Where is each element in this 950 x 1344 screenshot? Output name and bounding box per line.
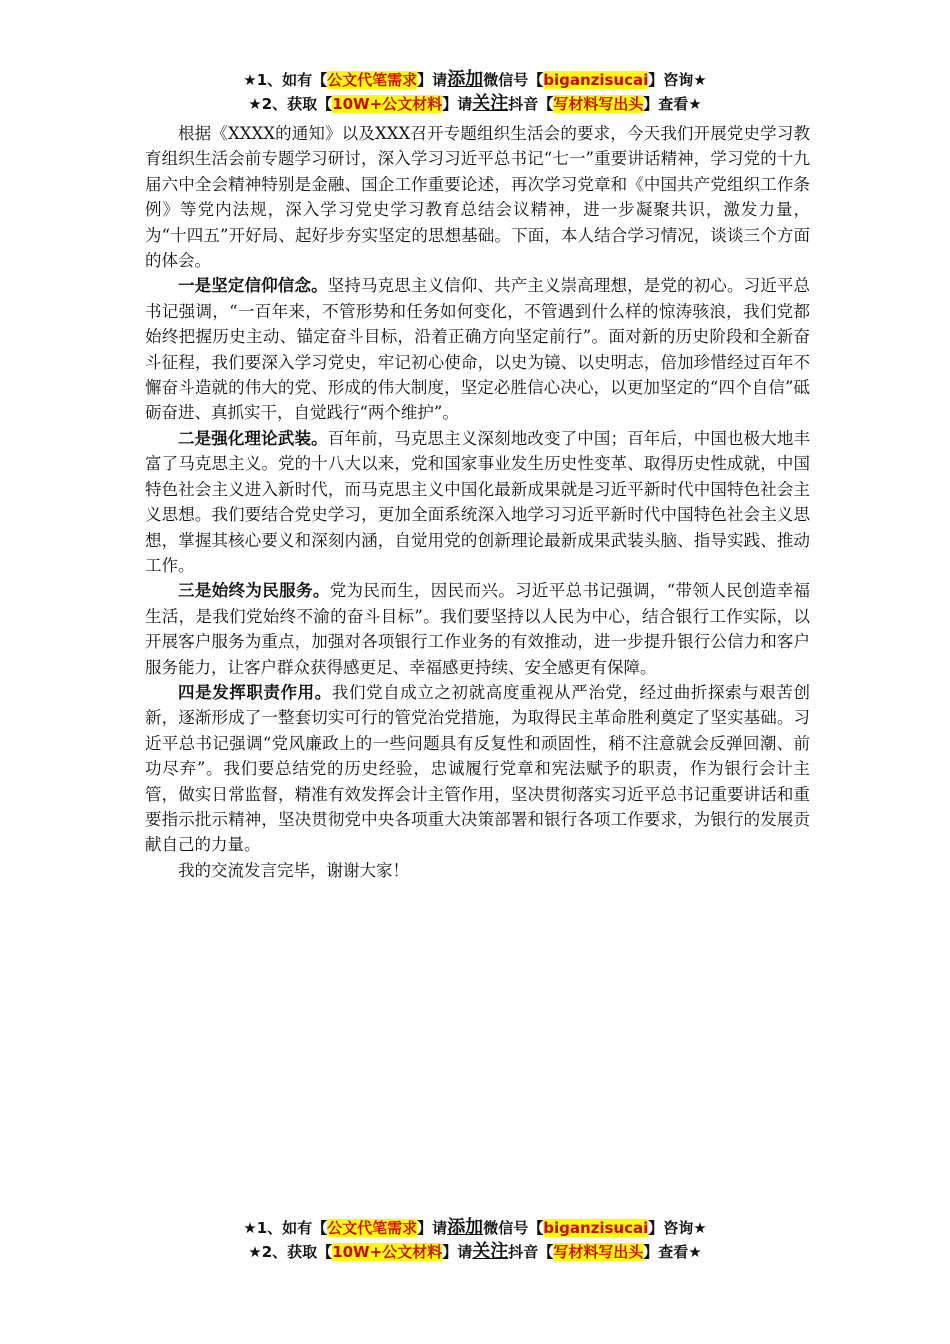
- section-paragraph: [145, 426, 810, 578]
- banner-line-2-highlight-douyin: 写材料写出头: [553, 95, 644, 113]
- banner-line-1-highlight-wechat: biganzisucai: [543, 1219, 649, 1237]
- section-text: 党为民而生，因民而兴。习近平总书记强调，“带领人民创造幸福生活，是我们党始终不渝的奋斗目标”。我们要坚持以人民为中心，结合银行工作实际，以开展客户服务为重点，加强对各项银行工作业务的有效推动，进一步提升银行公信力和客户服务能力，让客户群众获得感更足、幸福感更持续、安全感更有保障。: [145, 581, 811, 677]
- banner-line-2-middle-b: 抖音【: [508, 95, 554, 113]
- banner-line-2: [0, 1240, 950, 1264]
- section-paragraph: [145, 273, 810, 425]
- closing-paragraph: 我的交流发言完毕，谢谢大家！: [178, 860, 409, 880]
- banner-line-2-highlight-douyin: 写材料写出头: [553, 1243, 644, 1261]
- banner-line-1-emphasis: 添加: [447, 69, 484, 90]
- banner-line-2: [0, 92, 950, 116]
- banner-line-2-middle-a: 】请: [442, 1243, 473, 1261]
- section-paragraph: [145, 680, 810, 858]
- banner-line-1-middle-b: 微信号【: [483, 1219, 544, 1237]
- banner-line-2-middle-b: 抖音【: [508, 1243, 554, 1261]
- section-paragraph: [145, 578, 810, 680]
- section-text: 坚持马克思主义信仰、共产主义崇高理想，是党的初心。习近平总书记强调，“一百年来，不管形势和任务如何变化，不管遇到什么样的惊涛骇浪，我们党都始终把握历史主动、锚定奋斗目标，沿着正确方向坚定前行”。面对新的历史阶段和全新奋斗征程，我们要深入学习党史，牢记初心使命，以史为镜、以史明志，倍加珍惜经过百年不懈奋斗造就的伟大的党、形成的伟大制度，坚定必胜信心决心，以更加坚定的“四个自信”砥砺奋进、真抓实干，自觉践行“两个维护”。: [145, 276, 811, 423]
- banner-line-1-highlight-wechat: biganzisucai: [543, 71, 649, 89]
- document-body: [145, 121, 810, 883]
- banner-line-2-emphasis: 关注: [472, 1241, 509, 1262]
- section-heading: 二是强化理论武装。: [178, 428, 328, 448]
- banner-line-1-middle-a: 】请: [417, 1219, 448, 1237]
- banner-line-1-middle-b: 微信号【: [483, 71, 544, 89]
- section-heading: 三是始终为民服务。: [178, 581, 330, 601]
- footer-banner: [0, 1216, 950, 1264]
- banner-line-2-highlight-materials: 10W+公文材料: [332, 95, 443, 113]
- banner-line-1-middle-a: 】请: [417, 71, 448, 89]
- banner-line-1-prefix: ★1、如有【: [243, 71, 328, 89]
- header-banner: [0, 68, 950, 116]
- banner-line-2-prefix: ★2、获取【: [248, 95, 333, 113]
- banner-line-2-suffix: 】查看★: [643, 1243, 702, 1261]
- section-heading: 四是发挥职责作用。: [178, 682, 332, 702]
- banner-line-1-highlight-service: 公文代笔需求: [327, 1219, 418, 1237]
- banner-line-2-middle-a: 】请: [442, 95, 473, 113]
- banner-line-1-prefix: ★1、如有【: [243, 1219, 328, 1237]
- intro-paragraph: 根据《XXXX的通知》以及XXX召开专题组织生活会的要求，今天我们开展党史学习教育组织生活会前专题学习研讨，深入学习习近平总书记“七一”重要讲话精神，学习党的十九届六中全会精神特别是金融、国企工作重要论述，再次学习党章和《中国共产党组织工作条例》等党内法规，深入学习党史学习教育总结会议精神，进一步凝聚共识，激发力量，为“十四五”开好局、起好步夯实坚定的思想基础。下面，本人结合学习情况，谈谈三个方面的体会。: [145, 124, 810, 271]
- banner-line-1-suffix: 】咨询★: [648, 71, 707, 89]
- banner-line-1: [0, 1216, 950, 1240]
- section-text: 我们党自成立之初就高度重视从严治党，经过曲折探索与艰苦创新，逐渐形成了一整套切实可行的管党治党措施，为取得民主革命胜利奠定了坚实基础。习近平总书记强调“党风廉政上的一些问题具有反复性和顽固性，稍不注意就会反弹回潮、前功尽弃”。我们要总结党的历史经验，忠诚履行党章和宪法赋予的职责，作为银行会计主管，做实日常监督，精准有效发挥会计主管作用，坚决贯彻落实习近平总书记重要讲话和重要指示批示精神，坚决贯彻党中央各项重大决策部署和银行各项工作要求，为银行的发展贡献自己的力量。: [145, 682, 811, 855]
- banner-line-1: [0, 68, 950, 92]
- banner-line-1-highlight-service: 公文代笔需求: [327, 71, 418, 89]
- section-heading: 一是坚定信仰信念。: [178, 276, 328, 296]
- banner-line-2-suffix: 】查看★: [643, 95, 702, 113]
- section-text: 百年前，马克思主义深刻地改变了中国；百年后，中国也极大地丰富了马克思主义。党的十八大以来，党和国家事业发生历史性变革、取得历史性成就，中国特色社会主义进入新时代，而马克思主义中国化最新成果就是习近平新时代中国特色社会主义思想。我们要结合党史学习，更加全面系统深入地学习习近平新时代中国特色社会主义思想，掌握其核心要义和深刻内涵，自觉用党的创新理论最新成果武装头脑、指导实践、推动工作。: [145, 428, 811, 575]
- banner-line-2-highlight-materials: 10W+公文材料: [332, 1243, 443, 1261]
- banner-line-1-emphasis: 添加: [447, 1217, 484, 1238]
- banner-line-2-emphasis: 关注: [472, 93, 509, 114]
- banner-line-1-suffix: 】咨询★: [648, 1219, 707, 1237]
- banner-line-2-prefix: ★2、获取【: [248, 1243, 333, 1261]
